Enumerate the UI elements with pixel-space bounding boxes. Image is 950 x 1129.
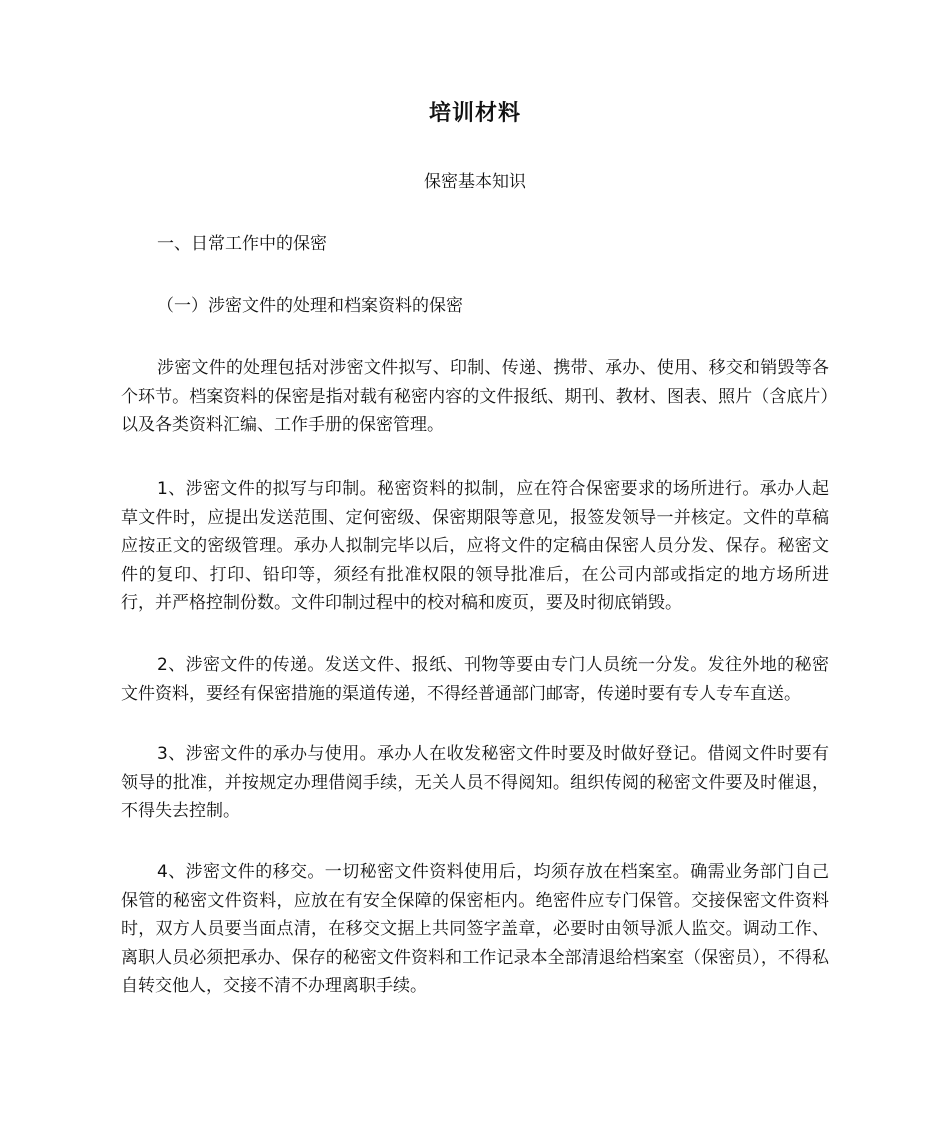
subsection-heading: （一）涉密文件的处理和档案资料的保密: [157, 296, 463, 316]
section-heading: 一、日常工作中的保密: [157, 234, 327, 254]
paragraph-handling-use: 3、涉密文件的承办与使用。承办人在收发秘密文件时要及时做好登记。借阅文件时要有领导的批准，并按规定办理借阅手续，无关人员不得阅知。组织传阅的秘密文件要及时催退，不得失去控制。: [121, 744, 829, 822]
paragraph-delivery: 2、涉密文件的传递。发送文件、报纸、刊物等要由专门人员统一分发。发往外地的秘密文件资料，要经有保密措施的渠道传递，不得经普通部门邮寄，传递时要有专人专车直送。: [121, 655, 829, 704]
document-title: 培训材料: [428, 101, 521, 126]
paragraph-intro: 涉密文件的处理包括对涉密文件拟写、印制、传递、携带、承办、使用、移交和销毁等各个环节。档案资料的保密是指对载有秘密内容的文件报纸、期刊、教材、图表、照片（含底片）以及各类资料汇编、工作手册的保密管理。: [121, 358, 829, 436]
paragraph-drafting-printing: 1、涉密文件的拟写与印制。秘密资料的拟制，应在符合保密要求的场所进行。承办人起草文件时，应提出发送范围、定何密级、保密期限等意见，报签发领导一并核定。文件的草稿应按正文的密级管理。承办人拟制完毕以后，应将文件的定稿由保密人员分发、保存。秘密文件的复印、打印、铅印等，须经有批准权限的领导批准后，在公司内部或指定的地方场所进行，并严格控制份数。文件印制过程中的校对稿和废页，要及时彻底销毁。: [121, 479, 829, 614]
document-subtitle: 保密基本知识: [424, 172, 526, 192]
paragraph-transfer: 4、涉密文件的移交。一切秘密文件资料使用后，均须存放在档案室。确需业务部门自己保管的秘密文件资料，应放在有安全保障的保密柜内。绝密件应专门保管。交接保密文件资料时，双方人员要当面点清，在移交文据上共同签字盖章，必要时由领导派人监交。调动工作、离职人员必须把承办、保存的秘密文件资料和工作记录本全部清退给档案室（保密员），不得私自转交他人，交接不清不办理离职手续。: [121, 862, 829, 997]
